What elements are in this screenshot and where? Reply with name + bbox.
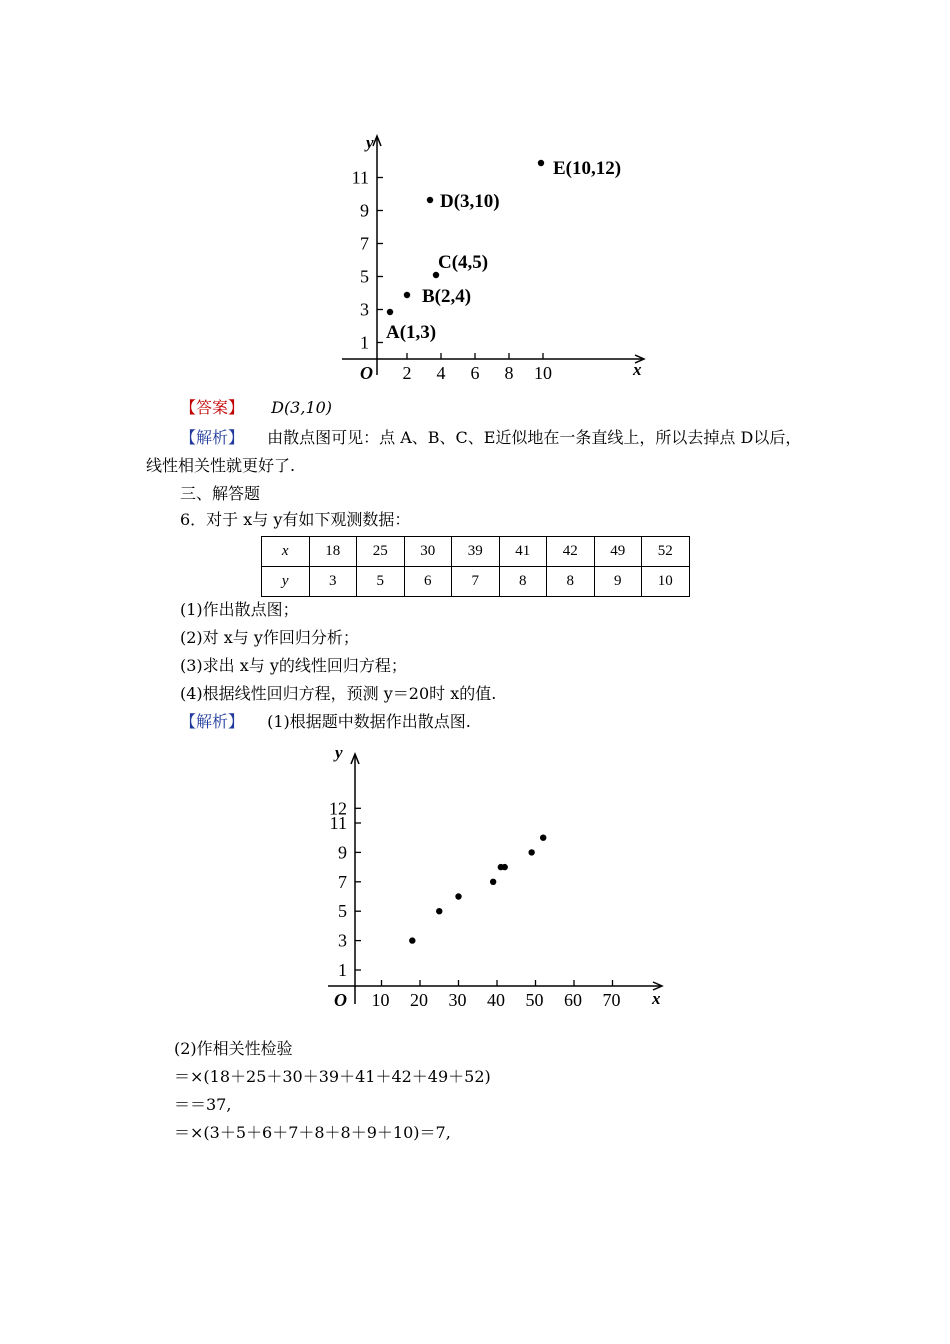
analysis-1-line-1 — [180, 428, 801, 448]
y-tick-label: 9 — [338, 842, 347, 863]
y-tick-label: 7 — [360, 233, 369, 254]
table-cell: 9 — [594, 567, 642, 597]
data-point — [540, 835, 546, 841]
x-tick-label: 60 — [564, 990, 582, 1010]
problem-6-stem: 6．对于 x与 y有如下观测数据： — [180, 510, 411, 529]
scatter-plot-1 — [330, 130, 660, 385]
data-point — [455, 893, 461, 899]
problem-6-part-4: (4)根据线性回归方程，预测 y＝20时 x的值. — [180, 684, 497, 703]
analysis-2-text: (1)根据题中数据作出散点图. — [267, 712, 471, 731]
answer-text: D(3,10) — [271, 398, 333, 417]
data-point — [528, 849, 534, 855]
scatter-plot-2 — [320, 740, 680, 1020]
work-line-4: ＝×(3＋5＋6＋7＋8＋8＋9＋10)＝7, — [174, 1123, 451, 1142]
y-tick-label: 3 — [360, 299, 369, 320]
work-line-3: ＝＝37, — [174, 1095, 232, 1114]
x-tick-label: 10 — [534, 363, 552, 383]
x-tick-label: 8 — [504, 363, 514, 383]
observation-table — [261, 536, 690, 597]
origin-label: O — [360, 363, 373, 383]
y-axis-label: y — [335, 743, 343, 762]
x-tick-label: 10 — [371, 990, 390, 1010]
point-label: E(10,12) — [553, 158, 622, 179]
point-label: D(3,10) — [440, 191, 500, 212]
analysis-1-text: 由散点图可见：点 A、B、C、E近似地在一条直线上，所以去掉点 D以后， — [267, 428, 802, 447]
table-cell: 42 — [547, 537, 595, 567]
problem-6-part-2: (2)对 x与 y作回归分析； — [180, 628, 359, 647]
table-cell: 10 — [642, 567, 690, 597]
y-tick-label: 11 — [351, 167, 369, 188]
analysis-2-row — [180, 712, 471, 732]
data-point — [409, 937, 415, 943]
point-label: A(1,3) — [386, 322, 437, 343]
table-cell: 25 — [357, 537, 405, 567]
table-cell: 52 — [642, 537, 690, 567]
analysis-1-line-2: 线性相关性就更好了. — [146, 456, 296, 475]
x-tick-label: 70 — [602, 990, 621, 1010]
table-cell: 5 — [357, 567, 405, 597]
data-point — [502, 864, 508, 870]
analysis-2-tag: 【解析】 — [180, 712, 245, 731]
y-tick-label: 5 — [338, 901, 347, 922]
x-tick-label: 6 — [470, 363, 480, 383]
y-tick-label: 1 — [360, 332, 369, 353]
x-tick-label: 20 — [410, 990, 428, 1010]
y-tick-label: 12 — [329, 798, 347, 819]
work-line-2: ＝×(18＋25＋30＋39＋41＋42＋49＋52) — [174, 1067, 491, 1086]
analysis-1-tag: 【解析】 — [180, 428, 245, 447]
point-label: C(4,5) — [438, 252, 489, 273]
point-label: B(2,4) — [422, 286, 472, 307]
table-cell: 3 — [309, 567, 357, 597]
table-cell: 8 — [547, 567, 595, 597]
x-tick-label: 50 — [525, 990, 544, 1010]
x-axis-label: x — [652, 989, 661, 1008]
data-point — [427, 197, 433, 203]
table-header-x: x — [262, 537, 310, 567]
answer-tag: 【答案】 — [180, 398, 245, 417]
table-cell: 7 — [452, 567, 500, 597]
table-cell: 8 — [499, 567, 547, 597]
data-point — [404, 292, 410, 298]
y-tick-label: 1 — [338, 960, 347, 980]
data-point — [387, 309, 393, 315]
y-tick-label: 3 — [338, 930, 347, 951]
data-point — [436, 908, 442, 914]
table-cell: 49 — [594, 537, 642, 567]
table-cell: 39 — [452, 537, 500, 567]
data-point — [538, 160, 544, 166]
origin-label: O — [334, 990, 347, 1010]
x-tick-label: 30 — [448, 990, 467, 1010]
data-point — [490, 879, 496, 885]
y-tick-label: 9 — [360, 200, 369, 221]
table-row-y — [262, 567, 690, 597]
problem-6-part-1: (1)作出散点图； — [180, 600, 299, 619]
answer-row — [180, 398, 332, 418]
x-axis-label: x — [633, 360, 642, 379]
section-title: 三、解答题 — [180, 484, 261, 503]
work-line-1: (2)作相关性检验 — [174, 1039, 293, 1058]
x-tick-label: 4 — [436, 363, 446, 383]
x-tick-label: 40 — [487, 990, 505, 1010]
y-tick-label: 7 — [338, 871, 347, 892]
y-axis-label: y — [366, 133, 374, 152]
y-tick-label: 5 — [360, 266, 369, 287]
table-header-y: y — [262, 567, 310, 597]
table-cell: 6 — [404, 567, 452, 597]
table-cell: 41 — [499, 537, 547, 567]
problem-6-part-3: (3)求出 x与 y的线性回归方程； — [180, 656, 407, 675]
x-tick-label: 2 — [402, 363, 412, 383]
table-cell: 30 — [404, 537, 452, 567]
y-tick-label: 11 — [329, 813, 347, 833]
table-row-x — [262, 537, 690, 567]
table-cell: 18 — [309, 537, 357, 567]
